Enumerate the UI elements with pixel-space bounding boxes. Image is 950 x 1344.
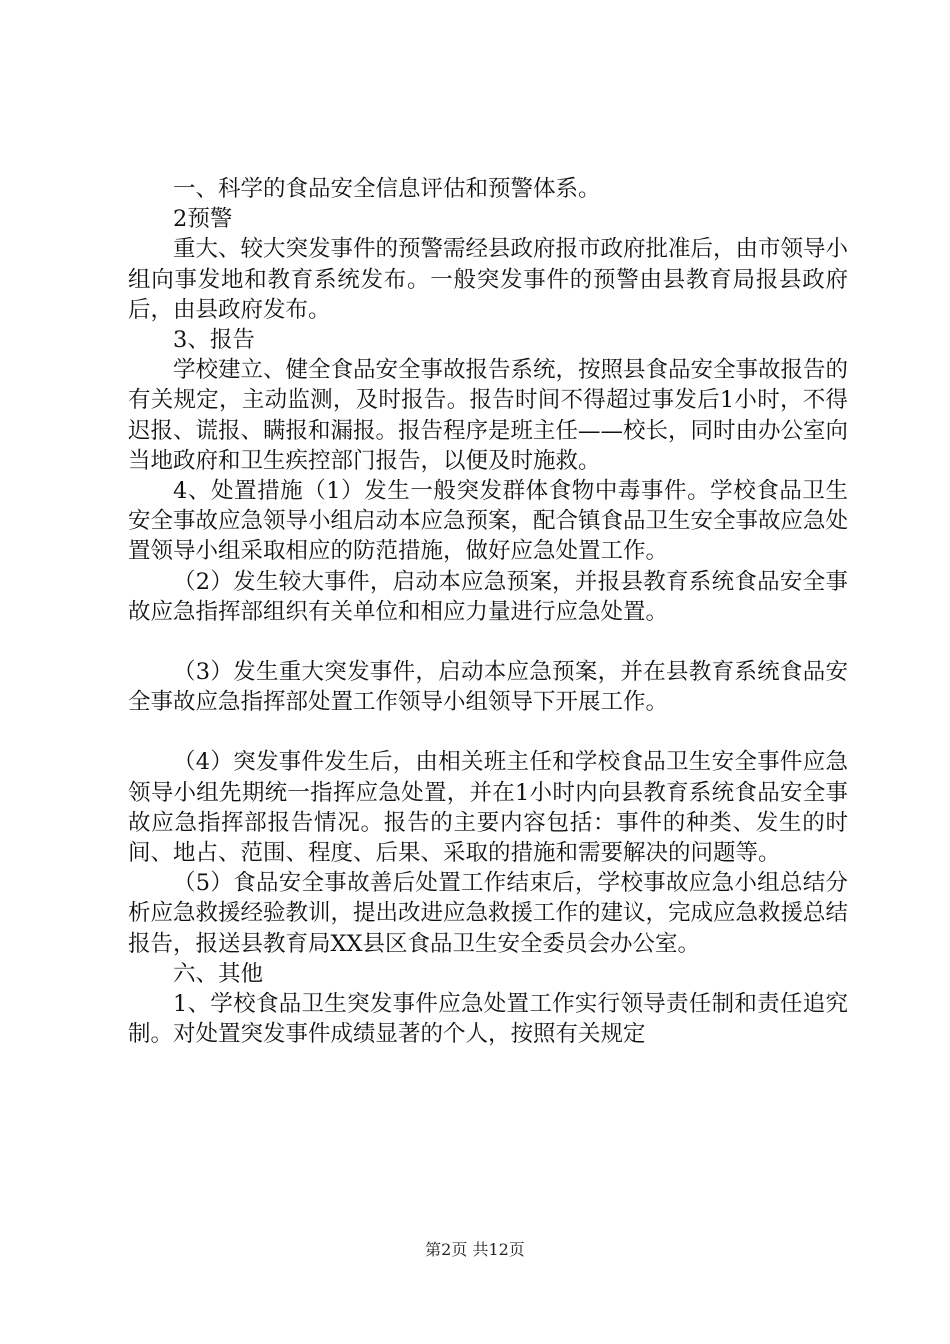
document-body: [128, 174, 848, 1049]
page-number: 第2页 共12页: [425, 1240, 525, 1259]
paragraph-2: 2预警: [173, 206, 233, 233]
paragraph-3: 重大、较大突发事件的预警需经县政府报市政府批准后，由市领导小组向事发地和教育系统发布。一般突发事件的预警由县教育局报县政府后，由县政府发布。: [128, 236, 849, 323]
paragraph-12: 1、学校食品卫生突发事件应急处置工作实行领导责任制和责任追究制。对处置突发事件成绩显著的个人，按照有关规定: [128, 991, 848, 1048]
paragraph-9: （4）突发事件发生后，由相关班主任和学校食品卫生安全事件应急领导小组先期统一指挥应急处置，并在1小时内向县教育系统食品安全事故应急指挥部报告情况。报告的主要内容包括：事件的种类、发生的时间、地占、范围、程度、后果、采取的措施和需要解决的问题等。: [128, 749, 848, 867]
paragraph-5: 学校建立、健全食品安全事故报告系统，按照县食品安全事故报告的有关规定，主动监测，及时报告。报告时间不得超过事发后1小时，不得迟报、谎报、瞒报和漏报。报告程序是班主任——校长，同时由办公室向当地政府和卫生疾控部门报告，以便及时施救。: [128, 357, 849, 474]
paragraph-4: 3、报告: [173, 327, 255, 354]
paragraph-8: （3）发生重大突发事件，启动本应急预案，并在县教育系统食品安全事故应急指挥部处置工作领导小组领导下开展工作。: [128, 659, 848, 716]
paragraph-7: （2）发生较大事件，启动本应急预案，并报县教育系统食品安全事故应急指挥部组织有关单位和相应力量进行应急处置。: [128, 568, 848, 625]
paragraph-6: 4、处置措施（1）发生一般突发群体食物中毒事件。学校食品卫生安全事故应急领导小组启动本应急预案，配合镇食品卫生安全事故应急处置领导小组采取相应的防范措施，做好应急处置工作。: [128, 478, 849, 565]
paragraph-1: 一、科学的食品安全信息评估和预警体系。: [173, 176, 601, 202]
paragraph-10: （5）食品安全事故善后处置工作结束后，学校事故应急小组总结分析应急救援经验教训，提出改进应急救援工作的建议，完成应急救援总结报告，报送县教育局XX县区食品卫生安全委员会办公室。: [128, 870, 849, 957]
paragraph-11: 六、其他: [173, 960, 264, 987]
